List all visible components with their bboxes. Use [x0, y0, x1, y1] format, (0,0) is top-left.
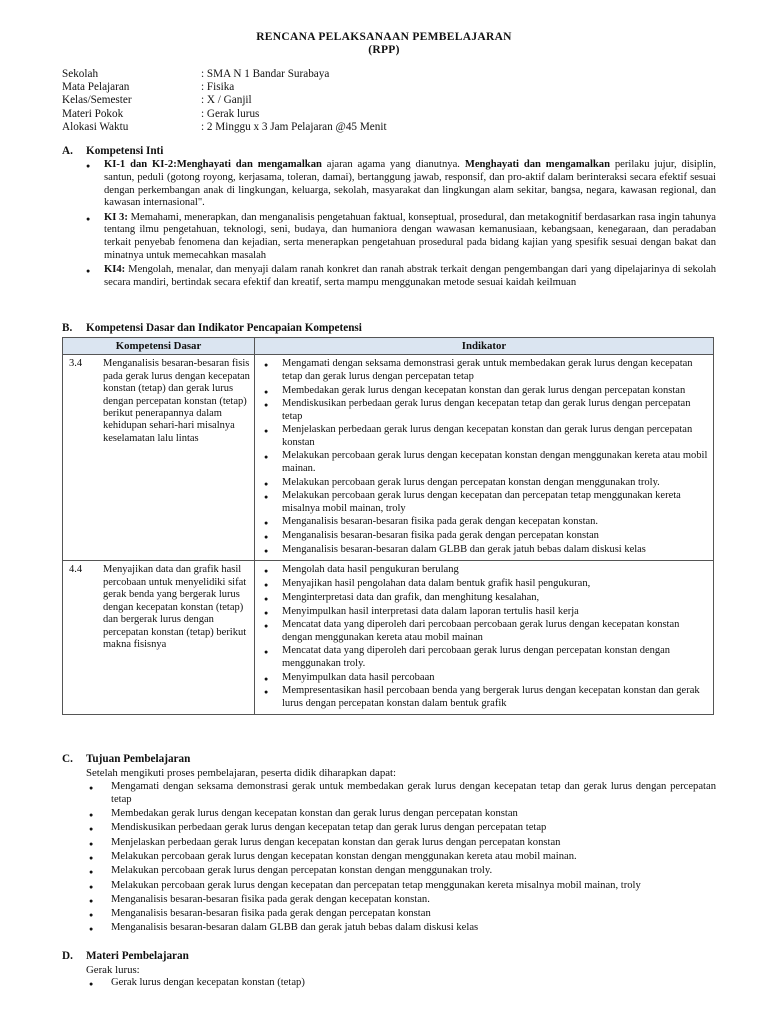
- list-item: ● Mendiskusikan perbedaan gerak lurus dengan kecepatan tetap dan gerak lurus dengan percepatan tetap: [86, 822, 716, 835]
- section-d-intro: Gerak lurus:: [86, 964, 140, 976]
- info-value: : Fisika: [201, 81, 235, 94]
- section-c-heading: [62, 753, 190, 765]
- item-text: Mengolah, menalar, dan menyaji dalam ranah konkret dan ranah abstrak terkait dengan pengembangan dari yang dipelajarinya di sekolah secara mandiri, bertindak secara efektif dan kreatif, serta mampu menggunakan metode sesuai kaidah keilmuan: [104, 264, 716, 289]
- indicator-item: ● Menyimpulkan hasil interpretasi data dalam laporan tertulis hasil kerja: [258, 606, 710, 618]
- table-row: [63, 355, 714, 561]
- identity-block: [62, 68, 387, 134]
- list-item: ● Melakukan percobaan gerak lurus dengan kecepatan konstan dengan menggunakan kereta atau mobil mainan.: [86, 851, 716, 864]
- indicator-item: ● Menyimpulkan data hasil percobaan: [258, 672, 710, 684]
- info-key: Materi Pokok: [62, 107, 124, 120]
- document-title: RENCANA PELAKSANAAN PEMBELAJARAN: [256, 31, 512, 43]
- indicator-item: ● Mengolah data hasil pengukuran berulang: [258, 564, 710, 576]
- item-bold: KI-1 dan KI-2:Menghayati dan mengamalkan: [104, 159, 322, 170]
- info-row: [62, 108, 387, 121]
- kd-number: 3.4: [63, 355, 101, 561]
- info-row: [62, 94, 387, 107]
- item-bold: KI4:: [104, 264, 126, 276]
- info-value: : Gerak lurus: [201, 107, 260, 120]
- kd-text: Menganalisis besaran-besaran fisis pada gerak lurus dengan kecepatan konstan (tetap) dan gerak lurus dengan percepatan konstan (tetap) berikut penerapannya dalam kehidupan sehari-hari misalnya keselamatan lalu lintas: [100, 355, 255, 561]
- list-item: [84, 264, 716, 290]
- section-title: Tujuan Pembelajaran: [86, 753, 191, 765]
- info-row: [62, 81, 387, 94]
- indicator-item: ● Menganalisis besaran-besaran fisika pada gerak dengan percepatan konstan: [258, 530, 710, 542]
- indicator-cell: [255, 561, 714, 715]
- list-item: ● Mengamati dengan seksama demonstrasi gerak untuk membedakan gerak lurus dengan kecepatan tetap dan gerak lurus dengan percepatan tetap: [86, 781, 716, 807]
- indicator-item: ● Mencatat data yang diperoleh dari percobaan percobaan gerak lurus dengan kecepatan konstan dengan menggunakan kereta atau mobil mainan: [258, 619, 710, 644]
- indicator-item: ● Mendiskusikan perbedaan gerak lurus dengan kecepatan tetap dan gerak lurus dengan percepatan tetap: [258, 398, 710, 423]
- kd-text: Menyajikan data dan grafik hasil percobaan untuk menyelidiki sifat gerak benda yang bergerak lurus dengan kecepatan konstan (tetap) dan bergerak lurus dengan percepatan konstan (tetap) berikut makna fisisnya: [100, 561, 255, 715]
- tujuan-list: [86, 781, 716, 937]
- info-value: : X / Ganjil: [201, 94, 252, 107]
- section-letter: D.: [62, 950, 73, 962]
- indicator-item: ● Mengamati dengan seksama demonstrasi gerak untuk membedakan gerak lurus dengan kecepatan tetap dan gerak lurus dengan percepatan tetap: [258, 358, 710, 383]
- list-item: ● Menjelaskan perbedaan gerak lurus dengan kecepatan konstan dan gerak lurus dengan percepatan konstan: [86, 837, 716, 850]
- indicator-item: ● Melakukan percobaan gerak lurus dengan kecepatan dan percepatan tetap menggunakan kereta misalnya mobil mainan, troly: [258, 490, 710, 515]
- table-row: [63, 561, 714, 715]
- indicator-item: ● Mempresentasikan hasil percobaan benda yang bergerak lurus dengan kecepatan konstan dan gerak lurus dengan percepatan konstan dalam bentuk grafik: [258, 685, 710, 710]
- section-letter: C.: [62, 753, 73, 765]
- list-item: ● Menganalisis besaran-besaran fisika pada gerak dengan percepatan konstan: [86, 908, 716, 921]
- list-item: ● Membedakan gerak lurus dengan kecepatan konstan dan gerak lurus dengan percepatan konstan: [86, 808, 716, 821]
- document-subtitle: (RPP): [368, 44, 400, 56]
- section-a-heading: [62, 145, 163, 157]
- info-value: : 2 Minggu x 3 Jam Pelajaran @45 Menit: [201, 120, 387, 133]
- list-item: ● Gerak lurus dengan kecepatan konstan (tetap): [86, 977, 716, 990]
- indicator-item: ● Melakukan percobaan gerak lurus dengan percepatan konstan dengan menggunakan troly.: [258, 477, 710, 489]
- list-item: ● Melakukan percobaan gerak lurus dengan kecepatan dan percepatan tetap menggunakan kereta misalnya mobil mainan, troly: [86, 880, 716, 893]
- info-key: Mata Pelajaran: [62, 81, 130, 94]
- info-key: Alokasi Waktu: [62, 120, 129, 133]
- info-row: [62, 68, 387, 81]
- indicator-item: ● Menganalisis besaran-besaran fisika pada gerak dengan kecepatan konstan.: [258, 516, 710, 528]
- indicator-item: ● Mencatat data yang diperoleh dari percobaan gerak lurus dengan percepatan konstan dengan menggunakan troly.: [258, 645, 710, 670]
- column-header: Kompetensi Dasar: [63, 338, 255, 355]
- indicator-item: ● Membedakan gerak lurus dengan kecepatan konstan dan gerak lurus dengan percepatan konstan: [258, 385, 710, 397]
- section-d-heading: [62, 950, 189, 962]
- section-letter: A.: [62, 145, 73, 157]
- section-c-intro: Setelah mengikuti proses pembelajaran, peserta didik diharapkan dapat:: [86, 767, 397, 779]
- list-item: ● Melakukan percobaan gerak lurus dengan percepatan konstan dengan menggunakan troly.: [86, 865, 716, 878]
- table-header-row: [63, 338, 714, 355]
- section-b-heading: [62, 322, 362, 334]
- item-text: perilaku jujur, disiplin, santun, peduli (gotong royong, kerjasama, toleran, damai), bertanggung jawab, responsif, dan pro-aktif dalam berinteraksi secara efektif sesuai dengan perkembangan anak di lingkungan, keluarga, sekolah, masyarakat dan lingkungan alam sekitar, bangsa, negara, kawasan regional, dan kawasan internasional".: [104, 159, 716, 209]
- list-item: ● Menganalisis besaran-besaran dalam GLBB dan gerak jatuh bebas dalam diskusi kelas: [86, 922, 716, 935]
- section-title: Materi Pembelajaran: [86, 950, 189, 962]
- kd-indicator-table: [62, 337, 714, 715]
- section-title: Kompetensi Dasar dan Indikator Pencapaian Kompetensi: [86, 322, 362, 334]
- list-item: [84, 159, 716, 210]
- info-key: Sekolah: [62, 68, 99, 80]
- indicator-item: ● Menyajikan hasil pengolahan data dalam bentuk grafik hasil pengukuran,: [258, 578, 710, 590]
- indicator-cell: [255, 355, 714, 561]
- indicator-item: ● Menginterpretasi data dan grafik, dan menghitung kesalahan,: [258, 592, 710, 604]
- item-bold: Menghayati dan mengamalkan: [464, 159, 610, 170]
- info-value: : SMA N 1 Bandar Surabaya: [201, 68, 330, 80]
- list-item: [84, 212, 716, 263]
- item-bold: KI 3:: [104, 211, 128, 223]
- indicator-item: ● Menjelaskan perbedaan gerak lurus dengan kecepatan konstan dan gerak lurus dengan percepatan konstan: [258, 424, 710, 449]
- column-header: Indikator: [255, 338, 714, 355]
- indicator-item: ● Menganalisis besaran-besaran dalam GLBB dan gerak jatuh bebas dalam diskusi kelas: [258, 544, 710, 556]
- materi-list: [86, 977, 716, 991]
- section-title: Kompetensi Inti: [86, 145, 164, 157]
- list-item: ● Menganalisis besaran-besaran fisika pada gerak dengan kecepatan konstan.: [86, 894, 716, 907]
- info-row: [62, 121, 387, 134]
- indicator-item: ● Melakukan percobaan gerak lurus dengan kecepatan konstan dengan menggunakan kereta atau mobil mainan.: [258, 450, 710, 475]
- section-letter: B.: [62, 322, 73, 334]
- kd-number: 4.4: [63, 561, 101, 715]
- item-text: Memahami, menerapkan, dan menganalisis pengetahuan faktual, konseptual, prosedural, dan metakognitif berdasarkan rasa ingin tahunya tentang ilmu pengetahuan, teknologi, seni, budaya, dan humaniora dengan wawasan kemanusiaan, kebangsaan, kenegaraan, dan peradaban terkait penyebab fenomena dan kejadian, serta menerapkan pengetahuan prosedural pada bidang kajian yang spesifik sesuai dengan bakat dan minatnya untuk memecahkan masalah: [104, 211, 716, 262]
- info-key: Kelas/Semester: [62, 94, 132, 107]
- item-text: ajaran agama yang dianutnya.: [321, 159, 465, 170]
- kompetensi-inti-list: [84, 159, 716, 291]
